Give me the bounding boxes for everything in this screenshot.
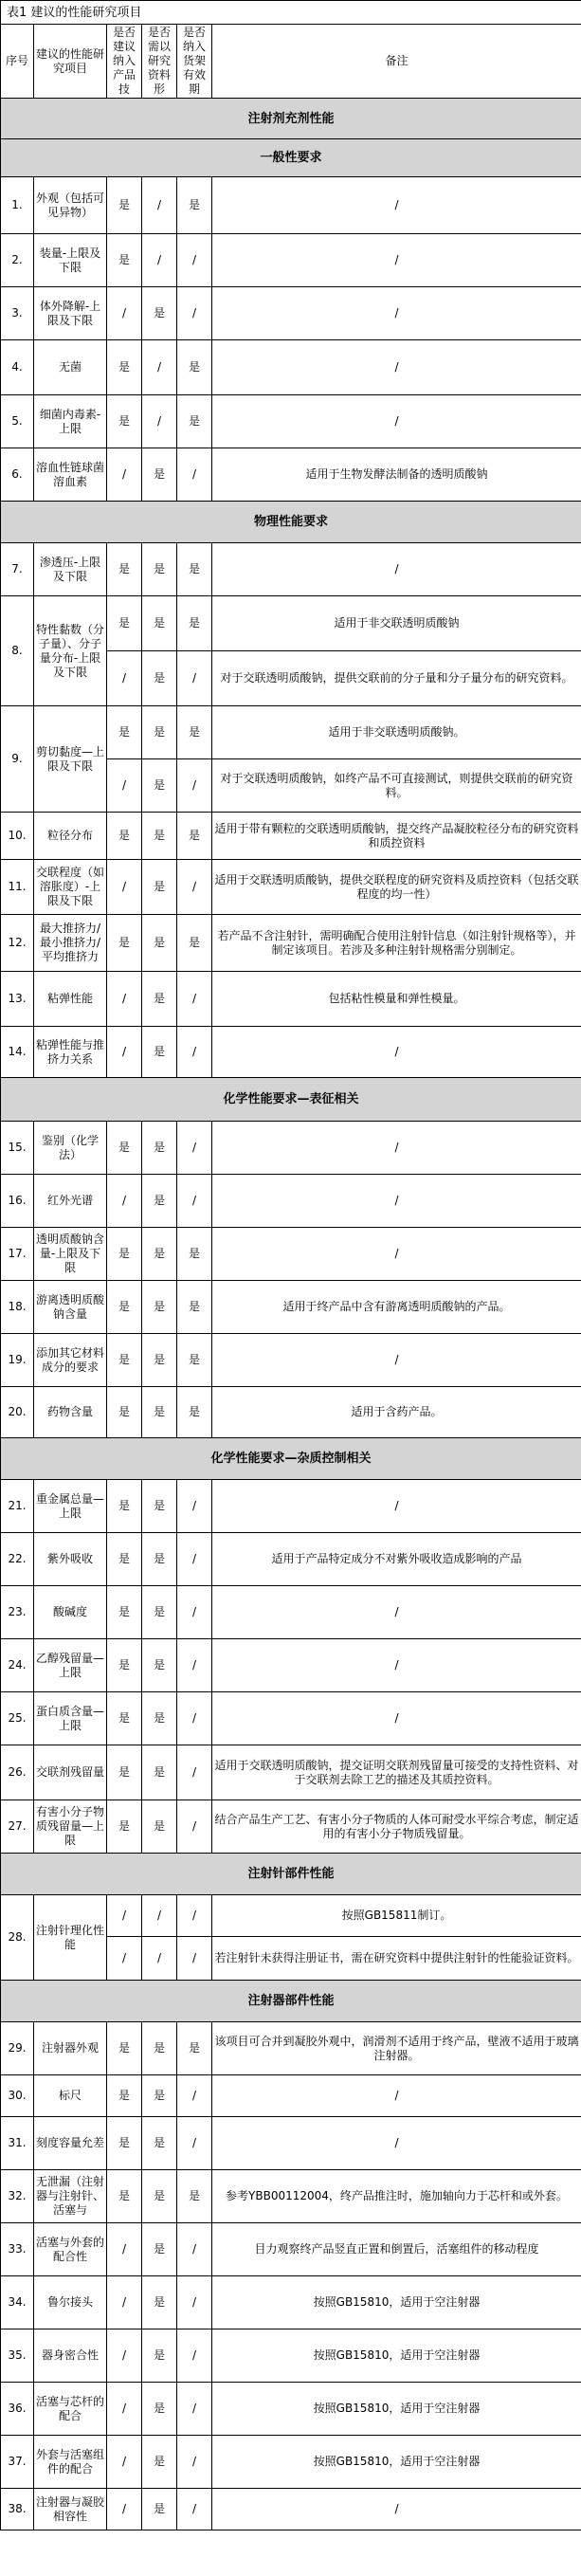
- research-value: 是: [142, 1745, 177, 1800]
- item-name: 蛋白质含量—上限: [34, 1692, 107, 1745]
- section-row: [1, 1438, 581, 1480]
- item-name: 游离透明质酸钠含量: [34, 1281, 107, 1334]
- note-text: /: [212, 2075, 581, 2117]
- shelf-life-value: /: [177, 287, 212, 340]
- row-number: 35.: [1, 2329, 34, 2383]
- research-value: /: [142, 234, 177, 287]
- row-number: 18.: [1, 1281, 34, 1334]
- table-row: [1, 813, 581, 860]
- item-name: 标尺: [34, 2075, 107, 2117]
- item-name: 酸碱度: [34, 1586, 107, 1639]
- row-number: 23.: [1, 1586, 34, 1639]
- item-name: 粘弹性能: [34, 972, 107, 1027]
- in-spec-value: /: [107, 448, 142, 502]
- in-spec-value: 是: [107, 543, 142, 596]
- section-row: [1, 139, 581, 177]
- note-text: 适用于交联透明质酸钠，提交证明交联剂残留量可接受的支持性资料、对于交联剂去除工艺的描述及其质控资料。: [212, 1745, 581, 1800]
- item-name: 活塞与芯杆的配合: [34, 2383, 107, 2436]
- shelf-life-value: 是: [177, 1281, 212, 1334]
- research-value: 是: [142, 1692, 177, 1745]
- item-name: 最大推挤力/最小推挤力/平均推挤力: [34, 915, 107, 972]
- shelf-life-value: /: [177, 2383, 212, 2436]
- in-spec-value: 是: [107, 1387, 142, 1438]
- section-title: 化学性能要求—表征相关: [1, 1078, 581, 1122]
- note-text: 目力观察终产品竖直正置和倒置后，活塞组件的移动程度: [212, 2223, 581, 2276]
- in-spec-value: /: [107, 972, 142, 1027]
- note-text: 适用于带有颗粒的交联透明质酸钠，提交终产品凝胶粒径分布的研究资料和质控资料: [212, 813, 581, 860]
- research-value: /: [142, 1937, 177, 1981]
- shelf-life-value: /: [177, 448, 212, 502]
- row-number: 27.: [1, 1800, 34, 1854]
- in-spec-value: 是: [107, 2075, 142, 2117]
- item-name: 活塞与外套的配合性: [34, 2223, 107, 2276]
- item-name: 渗透压-上限及下限: [34, 543, 107, 596]
- research-value: 是: [142, 1639, 177, 1692]
- in-spec-value: 是: [107, 340, 142, 395]
- note-text: /: [212, 1692, 581, 1745]
- table-row: [1, 1800, 581, 1854]
- shelf-life-value: /: [177, 651, 212, 706]
- table-row: [1, 1533, 581, 1586]
- table-row: [1, 2170, 581, 2223]
- shelf-life-value: 是: [177, 813, 212, 860]
- in-spec-value: 是: [107, 1281, 142, 1334]
- shelf-life-value: 是: [177, 543, 212, 596]
- section-title: 注射针部件性能: [1, 1854, 581, 1895]
- row-number: 11.: [1, 860, 34, 915]
- table-row: [1, 706, 581, 759]
- shelf-life-value: /: [177, 2329, 212, 2383]
- table-row: [1, 2117, 581, 2170]
- in-spec-value: 是: [107, 2170, 142, 2223]
- in-spec-value: 是: [107, 177, 142, 234]
- shelf-life-value: /: [177, 1800, 212, 1854]
- research-value: 是: [142, 2489, 177, 2530]
- shelf-life-value: /: [177, 2075, 212, 2117]
- item-name: 粒径分布: [34, 813, 107, 860]
- table-row: [1, 543, 581, 596]
- research-value: 是: [142, 759, 177, 813]
- shelf-life-value: /: [177, 1027, 212, 1078]
- section-row: [1, 502, 581, 543]
- row-number: 10.: [1, 813, 34, 860]
- table-row: [1, 1895, 581, 1937]
- research-value: 是: [142, 287, 177, 340]
- table-row: [1, 596, 581, 651]
- in-spec-value: /: [107, 1937, 142, 1981]
- table-row: [1, 2489, 581, 2530]
- row-number: 4.: [1, 340, 34, 395]
- table-row: [1, 1281, 581, 1334]
- table-row: [1, 860, 581, 915]
- research-value: 是: [142, 1281, 177, 1334]
- table-row: [1, 234, 581, 287]
- row-number: 36.: [1, 2383, 34, 2436]
- item-name: 刻度容量允差: [34, 2117, 107, 2170]
- shelf-life-value: /: [177, 1480, 212, 1533]
- row-number: 2.: [1, 234, 34, 287]
- note-text: /: [212, 287, 581, 340]
- item-name: 注射器与凝胶相容性: [34, 2489, 107, 2530]
- research-value: 是: [142, 1175, 177, 1228]
- in-spec-value: /: [107, 1027, 142, 1078]
- shelf-life-value: /: [177, 1586, 212, 1639]
- in-spec-value: /: [107, 2489, 142, 2530]
- research-value: 是: [142, 2329, 177, 2383]
- row-number: 26.: [1, 1745, 34, 1800]
- shelf-life-value: 是: [177, 340, 212, 395]
- in-spec-value: /: [107, 860, 142, 915]
- table-row: [1, 395, 581, 448]
- row-number: 28.: [1, 1895, 34, 1981]
- note-text: /: [212, 234, 581, 287]
- item-name: 乙醇残留量—上限: [34, 1639, 107, 1692]
- item-name: 有害小分子物质残留量—上限: [34, 1800, 107, 1854]
- row-number: 5.: [1, 395, 34, 448]
- table-row: [1, 2075, 581, 2117]
- table-row: [1, 177, 581, 234]
- item-name: 红外光谱: [34, 1175, 107, 1228]
- in-spec-value: 是: [107, 1745, 142, 1800]
- research-value: 是: [142, 1387, 177, 1438]
- note-text: 对于交联透明质酸钠，提供交联前的分子量和分子量分布的研究资料。: [212, 651, 581, 706]
- in-spec-value: /: [107, 2276, 142, 2329]
- item-name: 无菌: [34, 340, 107, 395]
- note-text: /: [212, 395, 581, 448]
- in-spec-value: 是: [107, 2022, 142, 2075]
- item-name: 器身密合性: [34, 2329, 107, 2383]
- table-row: [1, 2022, 581, 2075]
- header-in-spec: 是否建议纳入产品技: [107, 25, 142, 99]
- in-spec-value: /: [107, 2436, 142, 2489]
- shelf-life-value: 是: [177, 1228, 212, 1281]
- item-name: 药物含量: [34, 1387, 107, 1438]
- row-number: 29.: [1, 2022, 34, 2075]
- item-name: 重金属总量—上限: [34, 1480, 107, 1533]
- note-text: /: [212, 1334, 581, 1387]
- item-name: 注射针理化性能: [34, 1895, 107, 1981]
- research-value: 是: [142, 1122, 177, 1175]
- item-name: 剪切黏度—上限及下限: [34, 706, 107, 813]
- section-row: [1, 1854, 581, 1895]
- row-number: 22.: [1, 1533, 34, 1586]
- note-text: /: [212, 177, 581, 234]
- item-name: 无泄漏（注射器与注射针、活塞与: [34, 2170, 107, 2223]
- table-row: [1, 1480, 581, 1533]
- row-number: 31.: [1, 2117, 34, 2170]
- note-text: 适用于非交联透明质酸钠。: [212, 706, 581, 759]
- note-text: 适用于非交联透明质酸钠: [212, 596, 581, 651]
- note-text: 按照GB15810，适用于空注射器: [212, 2329, 581, 2383]
- in-spec-value: 是: [107, 395, 142, 448]
- in-spec-value: 是: [107, 234, 142, 287]
- table-row: [1, 2329, 581, 2383]
- note-text: 按照GB15810，适用于空注射器: [212, 2436, 581, 2489]
- research-value: 是: [142, 972, 177, 1027]
- section-title: 一般性要求: [1, 139, 581, 177]
- shelf-life-value: /: [177, 2117, 212, 2170]
- in-spec-value: /: [107, 1175, 142, 1228]
- research-value: /: [142, 177, 177, 234]
- row-number: 13.: [1, 972, 34, 1027]
- shelf-life-value: /: [177, 759, 212, 813]
- table-row: [1, 448, 581, 502]
- table-row: [1, 287, 581, 340]
- item-name: 添加其它材料成分的要求: [34, 1334, 107, 1387]
- item-name: 外观（包括可见异物）: [34, 177, 107, 234]
- shelf-life-value: 是: [177, 915, 212, 972]
- header-item: 建议的性能研究项目: [34, 25, 107, 99]
- note-text: 适用于交联透明质酸钠，提供交联程度的研究资料及质控资料（包括交联程度的均一性）: [212, 860, 581, 915]
- row-number: 20.: [1, 1387, 34, 1438]
- header-note: 备注: [212, 25, 581, 99]
- shelf-life-value: /: [177, 1937, 212, 1981]
- note-text: 适用于终产品中含有游离透明质酸钠的产品。: [212, 1281, 581, 1334]
- research-value: 是: [142, 543, 177, 596]
- note-text: 适用于含药产品。: [212, 1387, 581, 1438]
- in-spec-value: /: [107, 759, 142, 813]
- note-text: 该项目可合并到凝胶外观中，润滑剂不适用于终产品，壁液不适用于玻璃注射器。: [212, 2022, 581, 2075]
- research-value: 是: [142, 813, 177, 860]
- item-name: 鉴别（化学法）: [34, 1122, 107, 1175]
- research-value: 是: [142, 2075, 177, 2117]
- research-value: 是: [142, 2022, 177, 2075]
- row-number: 17.: [1, 1228, 34, 1281]
- in-spec-value: 是: [107, 596, 142, 651]
- shelf-life-value: 是: [177, 177, 212, 234]
- in-spec-value: 是: [107, 706, 142, 759]
- item-name: 紫外吸收: [34, 1533, 107, 1586]
- shelf-life-value: /: [177, 1895, 212, 1937]
- note-text: 按照GB15810，适用于空注射器: [212, 2276, 581, 2329]
- in-spec-value: 是: [107, 1800, 142, 1854]
- shelf-life-value: /: [177, 1175, 212, 1228]
- section-row: [1, 99, 581, 139]
- research-value: 是: [142, 2276, 177, 2329]
- shelf-life-value: 是: [177, 395, 212, 448]
- row-number: 15.: [1, 1122, 34, 1175]
- row-number: 33.: [1, 2223, 34, 2276]
- research-value: 是: [142, 1334, 177, 1387]
- shelf-life-value: /: [177, 1122, 212, 1175]
- shelf-life-value: /: [177, 860, 212, 915]
- header-shelf-life: 是否纳入货架有效期: [177, 25, 212, 99]
- row-number: 34.: [1, 2276, 34, 2329]
- shelf-life-value: 是: [177, 1387, 212, 1438]
- row-number: 1.: [1, 177, 34, 234]
- in-spec-value: 是: [107, 1122, 142, 1175]
- table-row: [1, 1692, 581, 1745]
- note-text: /: [212, 2117, 581, 2170]
- shelf-life-value: /: [177, 1692, 212, 1745]
- item-name: 鲁尔接头: [34, 2276, 107, 2329]
- item-name: 装量-上限及下限: [34, 234, 107, 287]
- shelf-life-value: 是: [177, 2022, 212, 2075]
- note-text: /: [212, 1027, 581, 1078]
- header-research: 是否需以研究资料形: [142, 25, 177, 99]
- in-spec-value: 是: [107, 1533, 142, 1586]
- row-number: 6.: [1, 448, 34, 502]
- research-value: 是: [142, 1027, 177, 1078]
- note-text: /: [212, 2489, 581, 2530]
- in-spec-value: 是: [107, 1480, 142, 1533]
- note-text: /: [212, 1228, 581, 1281]
- shelf-life-value: 是: [177, 2170, 212, 2223]
- in-spec-value: 是: [107, 1586, 142, 1639]
- table-row: [1, 1334, 581, 1387]
- table-row: [1, 1745, 581, 1800]
- note-text: 对于交联透明质酸钠，如终产品不可直接测试，则提供交联前的研究资料。: [212, 759, 581, 813]
- in-spec-value: /: [107, 1895, 142, 1937]
- section-row: [1, 1078, 581, 1122]
- in-spec-value: 是: [107, 915, 142, 972]
- section-title: 注射器部件性能: [1, 1981, 581, 2022]
- in-spec-value: /: [107, 651, 142, 706]
- note-text: 参考YBB00112004，终产品推注时，施加轴向力于芯杆和或外套。: [212, 2170, 581, 2223]
- row-number: 12.: [1, 915, 34, 972]
- row-number: 25.: [1, 1692, 34, 1745]
- research-value: /: [142, 395, 177, 448]
- note-text: /: [212, 1586, 581, 1639]
- row-number: 16.: [1, 1175, 34, 1228]
- row-number: 14.: [1, 1027, 34, 1078]
- table-row: [1, 340, 581, 395]
- row-number: 37.: [1, 2436, 34, 2489]
- row-number: 8.: [1, 596, 34, 706]
- section-row: [1, 1981, 581, 2022]
- row-number: 19.: [1, 1334, 34, 1387]
- research-value: /: [142, 1895, 177, 1937]
- note-text: 适用于产品特定成分不对紫外吸收造成影响的产品: [212, 1533, 581, 1586]
- row-number: 3.: [1, 287, 34, 340]
- in-spec-value: /: [107, 2223, 142, 2276]
- research-value: 是: [142, 706, 177, 759]
- shelf-life-value: 是: [177, 1334, 212, 1387]
- table-row: [1, 2436, 581, 2489]
- in-spec-value: 是: [107, 1692, 142, 1745]
- table-row: [1, 1639, 581, 1692]
- shelf-life-value: /: [177, 972, 212, 1027]
- research-value: /: [142, 340, 177, 395]
- note-text: 适用于生物发酵法制备的透明质酸钠: [212, 448, 581, 502]
- research-value: 是: [142, 1800, 177, 1854]
- table-row: [1, 1027, 581, 1078]
- item-name: 注射器外观: [34, 2022, 107, 2075]
- research-value: 是: [142, 1228, 177, 1281]
- section-title: 化学性能要求—杂质控制相关: [1, 1438, 581, 1480]
- research-value: 是: [142, 2383, 177, 2436]
- note-text: /: [212, 340, 581, 395]
- shelf-life-value: 是: [177, 706, 212, 759]
- table-row: [1, 1175, 581, 1228]
- table-row: [1, 1387, 581, 1438]
- note-text: /: [212, 1480, 581, 1533]
- shelf-life-value: /: [177, 2489, 212, 2530]
- note-text: /: [212, 1122, 581, 1175]
- note-text: /: [212, 1175, 581, 1228]
- item-name: 特性黏数（分子量）、分子量分布-上限及下限: [34, 596, 107, 706]
- table-row: [1, 2223, 581, 2276]
- item-name: 体外降解-上限及下限: [34, 287, 107, 340]
- note-text: 若注射针未获得注册证书，需在研究资料中提供注射针的性能验证资料。: [212, 1937, 581, 1981]
- table-title: 表1 建议的性能研究项目: [1, 1, 581, 25]
- research-value: 是: [142, 1533, 177, 1586]
- row-number: 38.: [1, 2489, 34, 2530]
- research-value: 是: [142, 860, 177, 915]
- row-number: 9.: [1, 706, 34, 813]
- row-number: 32.: [1, 2170, 34, 2223]
- in-spec-value: 是: [107, 1334, 142, 1387]
- shelf-life-value: 是: [177, 596, 212, 651]
- shelf-life-value: /: [177, 2223, 212, 2276]
- note-text: 包括粘性模量和弹性模量。: [212, 972, 581, 1027]
- shelf-life-value: /: [177, 234, 212, 287]
- table-row: [1, 2276, 581, 2329]
- table-row: [1, 1122, 581, 1175]
- item-name: 交联程度（如溶胀度）-上限及下限: [34, 860, 107, 915]
- header-seq: 序号: [1, 25, 34, 99]
- research-value: 是: [142, 596, 177, 651]
- section-title: 物理性能要求: [1, 502, 581, 543]
- item-name: 透明质酸钠含量-上限及下限: [34, 1228, 107, 1281]
- item-name: 溶血性链球菌溶血素: [34, 448, 107, 502]
- research-value: 是: [142, 448, 177, 502]
- note-text: 结合产品生产工艺、有害小分子物质的人体可耐受水平综合考虑，制定适用的有害小分子物质残留量。: [212, 1800, 581, 1854]
- in-spec-value: /: [107, 2383, 142, 2436]
- item-name: 粘弹性能与推挤力关系: [34, 1027, 107, 1078]
- note-text: 若产品不含注射针，需明确配合使用注射针信息（如注射针规格等），并制定该项目。若涉及多种注射针规格需分别制定。: [212, 915, 581, 972]
- research-value: 是: [142, 1480, 177, 1533]
- note-text: 按照GB15811制订。: [212, 1895, 581, 1937]
- in-spec-value: 是: [107, 813, 142, 860]
- in-spec-value: /: [107, 287, 142, 340]
- research-value: 是: [142, 2223, 177, 2276]
- note-text: 按照GB15810，适用于空注射器: [212, 2383, 581, 2436]
- in-spec-value: /: [107, 2329, 142, 2383]
- table-row: [1, 1586, 581, 1639]
- in-spec-value: 是: [107, 1639, 142, 1692]
- in-spec-value: 是: [107, 2117, 142, 2170]
- shelf-life-value: /: [177, 1533, 212, 1586]
- research-value: 是: [142, 1586, 177, 1639]
- research-value: 是: [142, 915, 177, 972]
- table-row: [1, 915, 581, 972]
- shelf-life-value: /: [177, 2276, 212, 2329]
- note-text: /: [212, 1639, 581, 1692]
- row-number: 7.: [1, 543, 34, 596]
- section-title: 注射剂充剂性能: [1, 99, 581, 139]
- item-name: 细菌内毒素-上限: [34, 395, 107, 448]
- table-row: [1, 1228, 581, 1281]
- row-number: 21.: [1, 1480, 34, 1533]
- item-name: 交联剂残留量: [34, 1745, 107, 1800]
- table-row: [1, 2383, 581, 2436]
- note-text: /: [212, 543, 581, 596]
- item-name: 外套与活塞组件的配合: [34, 2436, 107, 2489]
- research-value: 是: [142, 2170, 177, 2223]
- research-value: 是: [142, 651, 177, 706]
- research-value: 是: [142, 2436, 177, 2489]
- research-value: 是: [142, 2117, 177, 2170]
- shelf-life-value: /: [177, 1745, 212, 1800]
- table-row: [1, 972, 581, 1027]
- row-number: 30.: [1, 2075, 34, 2117]
- row-number: 24.: [1, 1639, 34, 1692]
- shelf-life-value: /: [177, 1639, 212, 1692]
- in-spec-value: 是: [107, 1228, 142, 1281]
- shelf-life-value: /: [177, 2436, 212, 2489]
